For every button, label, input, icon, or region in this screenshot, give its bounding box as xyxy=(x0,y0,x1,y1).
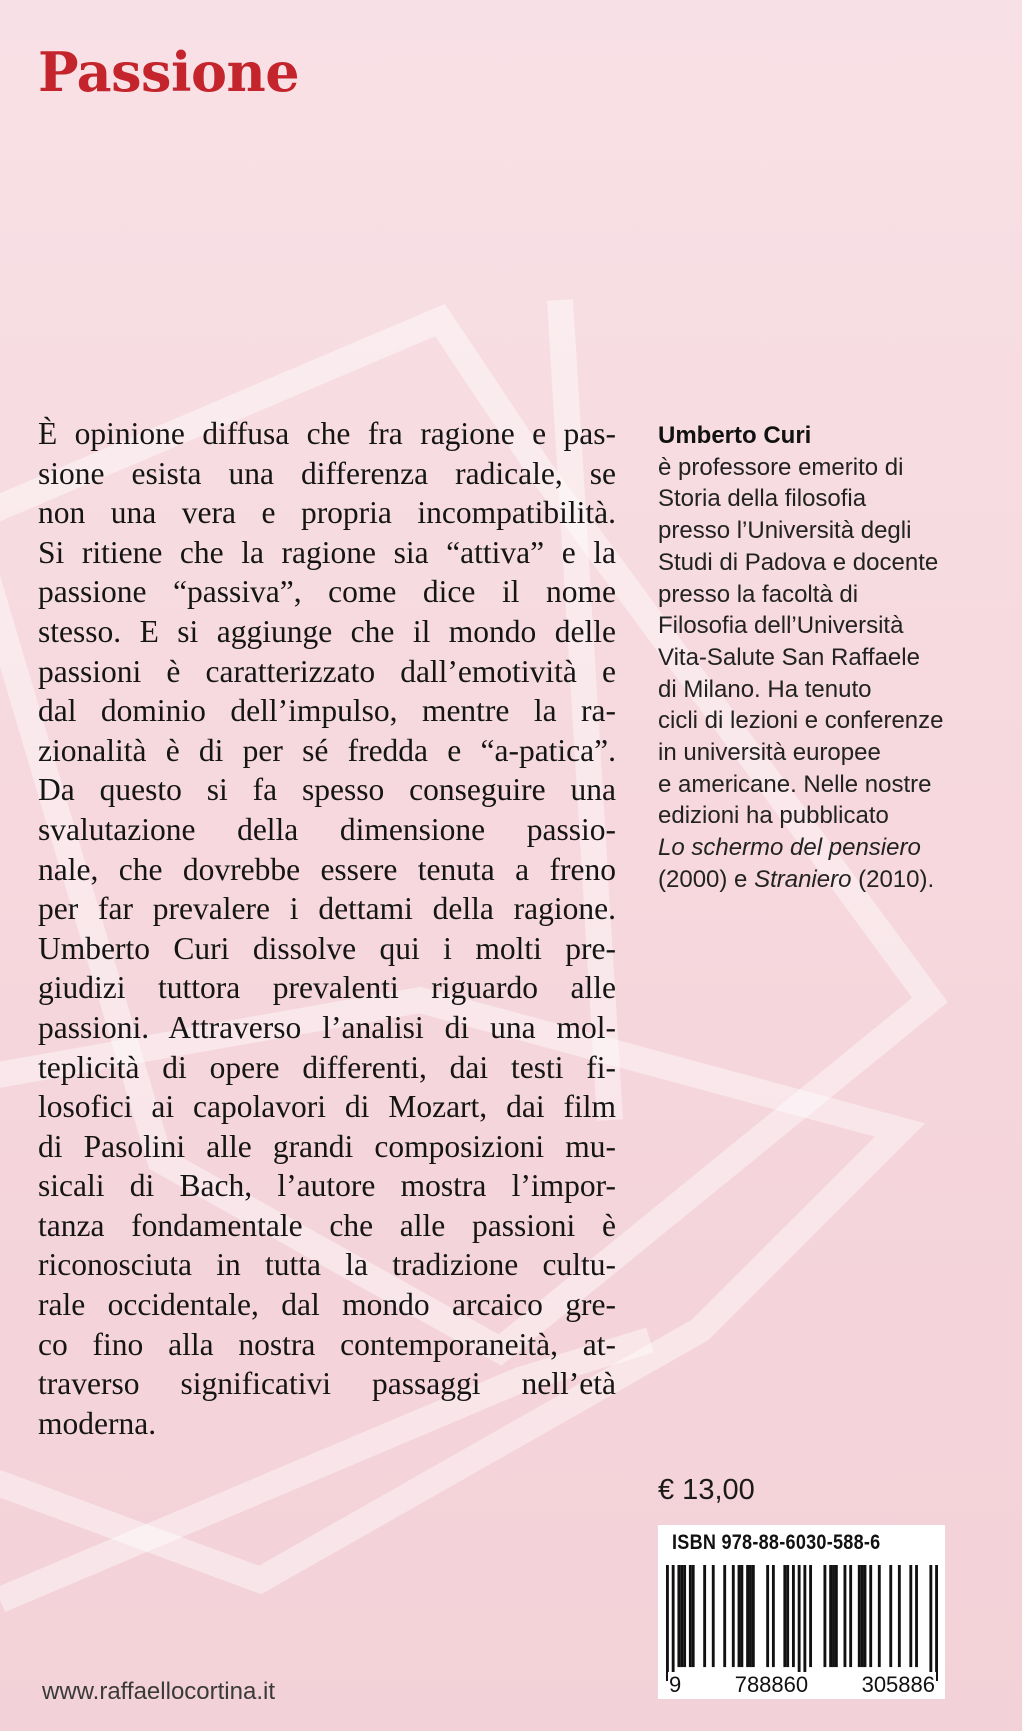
barcode-bar xyxy=(829,1565,832,1667)
author-bio-line: in università europee xyxy=(658,739,881,767)
barcode-bar xyxy=(803,1565,806,1681)
blurb-line: passioni è caratterizzato dall’emotività e xyxy=(38,653,616,689)
author-bio xyxy=(658,420,1003,896)
blurb-line: Umberto Curi dissolve qui i molti pre- xyxy=(38,930,616,966)
author-bio-line: cicli di lezioni e conferenze xyxy=(658,707,944,735)
barcode-digit-lead: 9 xyxy=(669,1672,682,1697)
barcode-bar xyxy=(772,1565,775,1667)
blurb-line: passione “passiva”, come dice il nome xyxy=(38,574,616,610)
author-bio-line: e americane. Nelle nostre xyxy=(658,770,932,798)
barcode-bar xyxy=(861,1565,864,1667)
barcode-bar xyxy=(792,1565,795,1667)
blurb-line: losofici ai capolavori di Mozart, dai film xyxy=(38,1089,616,1125)
blurb-line: nale, che dovrebbe essere tenuta a freno xyxy=(38,851,616,887)
barcode-bar xyxy=(858,1565,861,1667)
barcode-bar xyxy=(844,1565,847,1667)
barcode-bar xyxy=(723,1565,726,1667)
barcode-bar xyxy=(915,1565,918,1667)
blurb-line: non una vera e propria incompatibilità. xyxy=(38,495,616,531)
blurb-line: È opinione diffusa che fra ragione e pas- xyxy=(38,416,616,451)
author-bio-line: Storia della filosofia xyxy=(658,485,867,513)
author-bio-line: di Milano. Ha tenuto xyxy=(658,675,872,703)
blurb-line: di Pasolini alle grandi composizioni mu- xyxy=(38,1128,616,1164)
blurb-line: teplicità di opere differenti, dai testi fi- xyxy=(38,1049,616,1085)
author-bio-line: presso l’Università degli xyxy=(658,517,912,545)
publication-year: (2000) e xyxy=(658,865,755,893)
barcode-bar xyxy=(832,1565,835,1667)
barcode-bars xyxy=(666,1565,938,1681)
barcode-bar xyxy=(786,1565,789,1667)
barcode-bar xyxy=(752,1565,755,1667)
barcode-digits-left: 788860 xyxy=(734,1672,809,1697)
barcode-bar xyxy=(749,1565,752,1667)
author-bio-line: Filosofia dell’Università xyxy=(658,612,904,640)
barcode-bar xyxy=(823,1565,826,1667)
author-publications-line xyxy=(658,832,1003,864)
publication-title-2: Straniero xyxy=(754,865,852,893)
blurb-line: sicali di Bach, l’autore mostra l’impor- xyxy=(38,1168,616,1204)
blurb-line: stesso. E si aggiunge che il mondo delle xyxy=(38,613,616,649)
author-bio-line: presso la facoltà di xyxy=(658,580,859,608)
barcode-bar xyxy=(672,1565,675,1681)
author-bio-line: è professore emerito di xyxy=(658,453,904,481)
blurb-line: zionalità è di per sé fredda e “a-patica”. xyxy=(38,732,616,768)
barcode-bar xyxy=(878,1565,881,1667)
author-bio-text xyxy=(658,452,1003,832)
barcode-bar xyxy=(869,1565,872,1667)
isbn-label: ISBN 978-88-6030-588-6 xyxy=(672,1531,881,1554)
blurb-line: moderna. xyxy=(38,1405,157,1441)
blurb-line: passioni. Attraverso l’analisi di una mol- xyxy=(38,1009,616,1045)
barcode-bar xyxy=(909,1565,912,1667)
barcode-bar xyxy=(898,1565,901,1667)
blurb-line: svalutazione della dimensione passio- xyxy=(38,811,616,847)
price: € 13,00 xyxy=(658,1474,755,1506)
barcode-bar xyxy=(864,1565,867,1667)
blurb-line: riconosciuta in tutta la tradizione cultu- xyxy=(38,1247,616,1283)
book-blurb xyxy=(38,414,616,1443)
barcode-digits-right: 305886 xyxy=(861,1672,935,1697)
barcode-bar xyxy=(738,1565,741,1667)
blurb-line: dal dominio dell’impulso, mentre la ra- xyxy=(38,693,616,729)
author-name: Umberto Curi xyxy=(658,422,812,449)
blurb-line: rale occidentale, dal mondo arcaico gre- xyxy=(38,1287,616,1323)
blurb-line: sione esista una differenza radicale, se xyxy=(38,455,616,491)
barcode-digits xyxy=(668,1672,936,1698)
barcode-bar xyxy=(746,1565,749,1667)
barcode-bar xyxy=(732,1565,735,1667)
blurb-line: traverso significativi passaggi nell’età xyxy=(38,1366,616,1402)
barcode-bar xyxy=(677,1565,680,1667)
publication-title: Lo schermo del pensiero xyxy=(658,834,921,862)
barcode-bar xyxy=(683,1565,686,1667)
barcode-bar xyxy=(889,1565,892,1667)
barcode-bar xyxy=(798,1565,801,1681)
barcode-bar xyxy=(849,1565,852,1667)
blurb-line: tanza fondamentale che alle passioni è xyxy=(38,1207,616,1243)
blurb-line: co fino alla nostra contemporaneità, at- xyxy=(38,1326,616,1362)
barcode-bar xyxy=(835,1565,838,1667)
barcode-bar xyxy=(666,1565,669,1681)
author-publications-line-2 xyxy=(658,864,1003,896)
barcode-bar xyxy=(783,1565,786,1667)
blurb-line: Da questo si fa spesso conseguire una xyxy=(38,772,616,808)
blurb-line: per far prevalere i dettami della ragione. xyxy=(38,891,616,927)
barcode-bar xyxy=(712,1565,715,1667)
book-title: Passione xyxy=(38,40,300,104)
barcode-bar xyxy=(809,1565,812,1667)
barcode-bar xyxy=(692,1565,695,1667)
barcode-bar xyxy=(935,1565,938,1681)
author-bio-line: Vita-Salute San Raffaele xyxy=(658,643,920,671)
barcode-bar xyxy=(766,1565,769,1667)
barcode-bar xyxy=(929,1565,932,1681)
barcode-bar xyxy=(689,1565,692,1667)
author-bio-line: edizioni ha pubblicato xyxy=(658,802,889,830)
blurb-line: Si ritiene che la ragione sia “attiva” e la xyxy=(38,534,616,570)
barcode-bar xyxy=(680,1565,683,1667)
publication-year-2: (2010). xyxy=(851,865,935,893)
blurb-line: giudizi tuttora prevalenti riguardo alle xyxy=(38,970,616,1006)
barcode-bar xyxy=(740,1565,743,1667)
publisher-website: www.raffaellocortina.it xyxy=(42,1678,275,1705)
barcode-bar xyxy=(703,1565,706,1667)
isbn-barcode xyxy=(658,1525,945,1699)
author-bio-line: Studi di Padova e docente xyxy=(658,548,939,576)
